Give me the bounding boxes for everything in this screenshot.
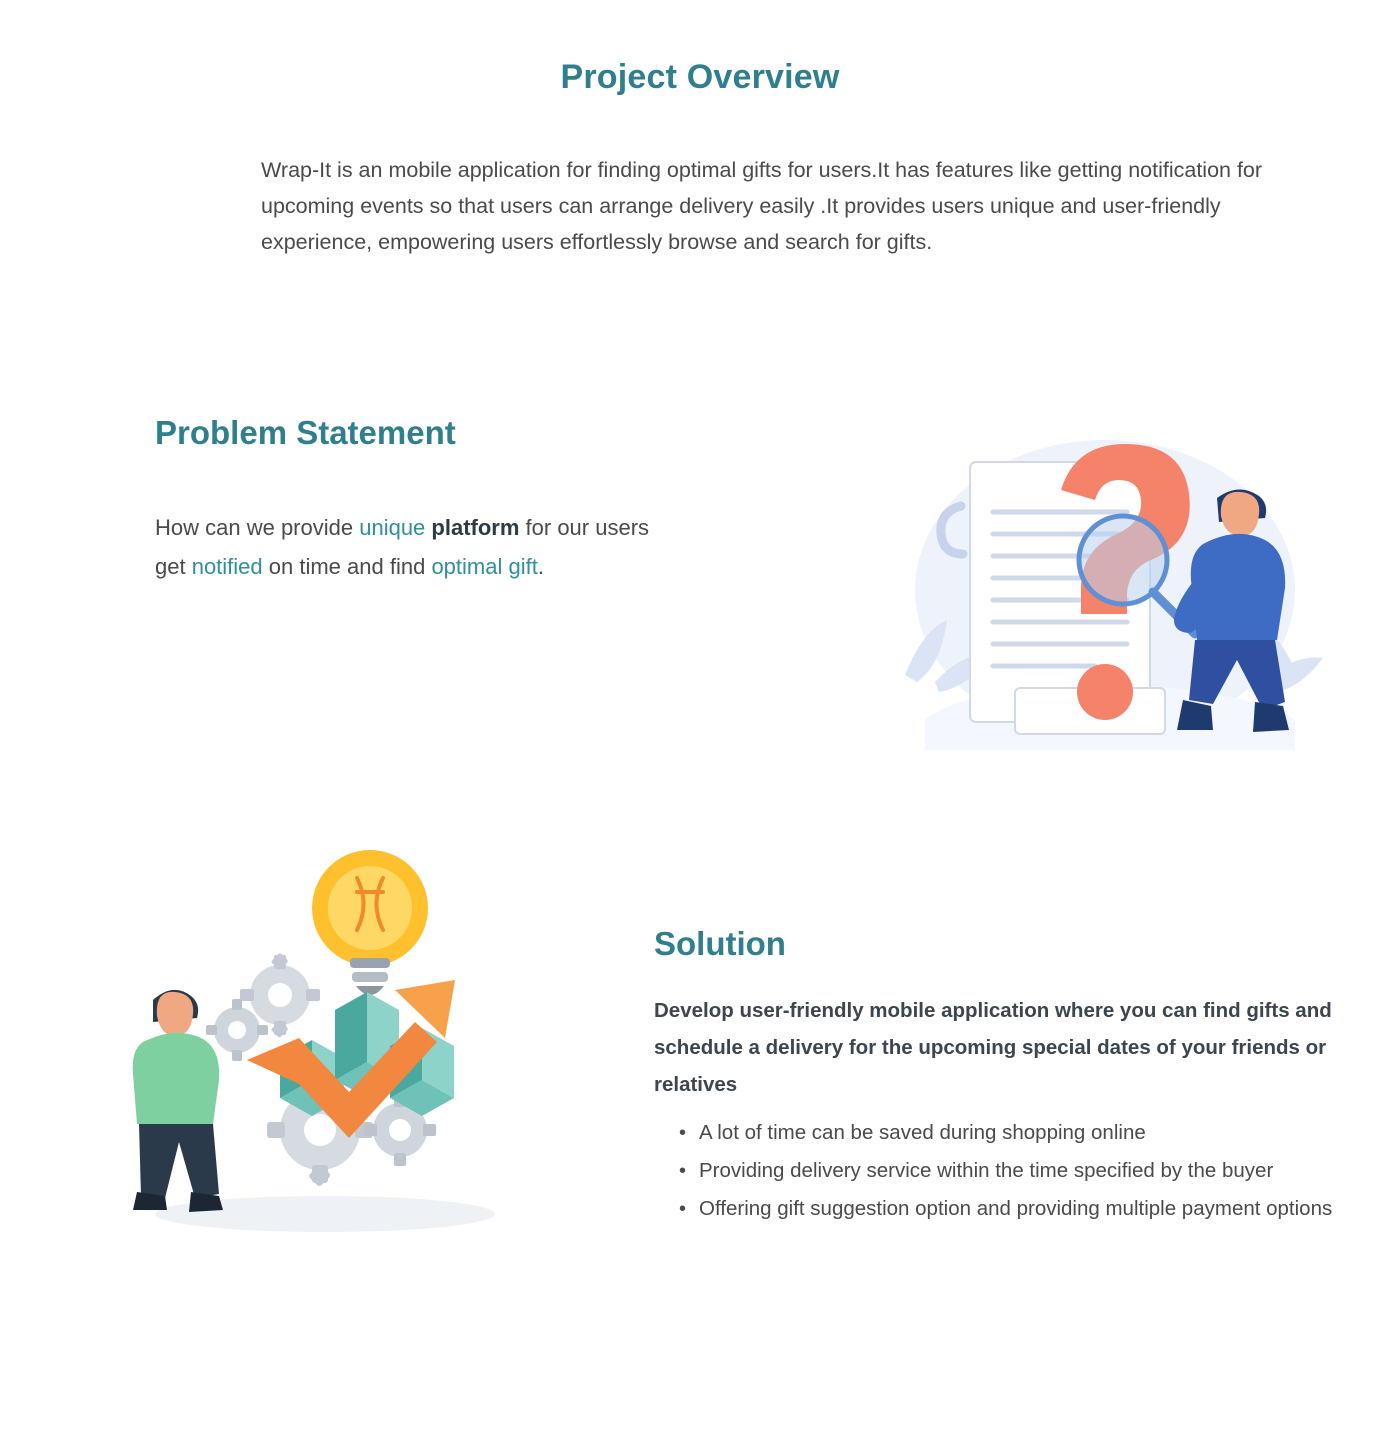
problem-bold-platform: platform bbox=[431, 515, 520, 540]
list-item: • Providing delivery service within the time specified by the buyer bbox=[672, 1153, 1362, 1189]
solution-paragraph: Develop user-friendly mobile application where you can find gifts and schedule a delivery for the upcoming special dates of your friends or relatives bbox=[654, 999, 1332, 1096]
problem-text-2: for our users bbox=[519, 515, 650, 540]
problem-text-4: on time and find bbox=[262, 554, 432, 579]
question-mark-illustration bbox=[865, 420, 1330, 780]
problem-highlight-optimal-gift: optimal gift bbox=[431, 554, 538, 579]
problem-highlight-unique: unique bbox=[359, 515, 426, 540]
problem-text-5: . bbox=[537, 554, 544, 579]
problem-statement-heading: Problem Statement bbox=[155, 414, 456, 451]
problem-text-1: How can we provide bbox=[155, 515, 360, 540]
problem-highlight-notified: notified bbox=[191, 554, 263, 579]
solution-heading: Solution bbox=[654, 925, 786, 962]
problem-text-3: get bbox=[155, 554, 192, 579]
solution-illustration bbox=[95, 830, 545, 1250]
problem-statement-paragraph bbox=[155, 508, 825, 586]
list-item: • A lot of time can be saved during shopping online bbox=[672, 1115, 1362, 1151]
solution-bullet-list bbox=[672, 1115, 1362, 1229]
overview-paragraph: Wrap-It is an mobile application for finding optimal gifts for users.It has features like getting notification for upcoming events so that users can arrange delivery easily .It provides users unique and user-friendly experience, empowering users effortlessly browse and search for gifts. bbox=[261, 158, 1263, 254]
list-item: • Offering gift suggestion option and providing multiple payment options bbox=[672, 1191, 1362, 1227]
page-title: Project Overview bbox=[560, 58, 840, 96]
